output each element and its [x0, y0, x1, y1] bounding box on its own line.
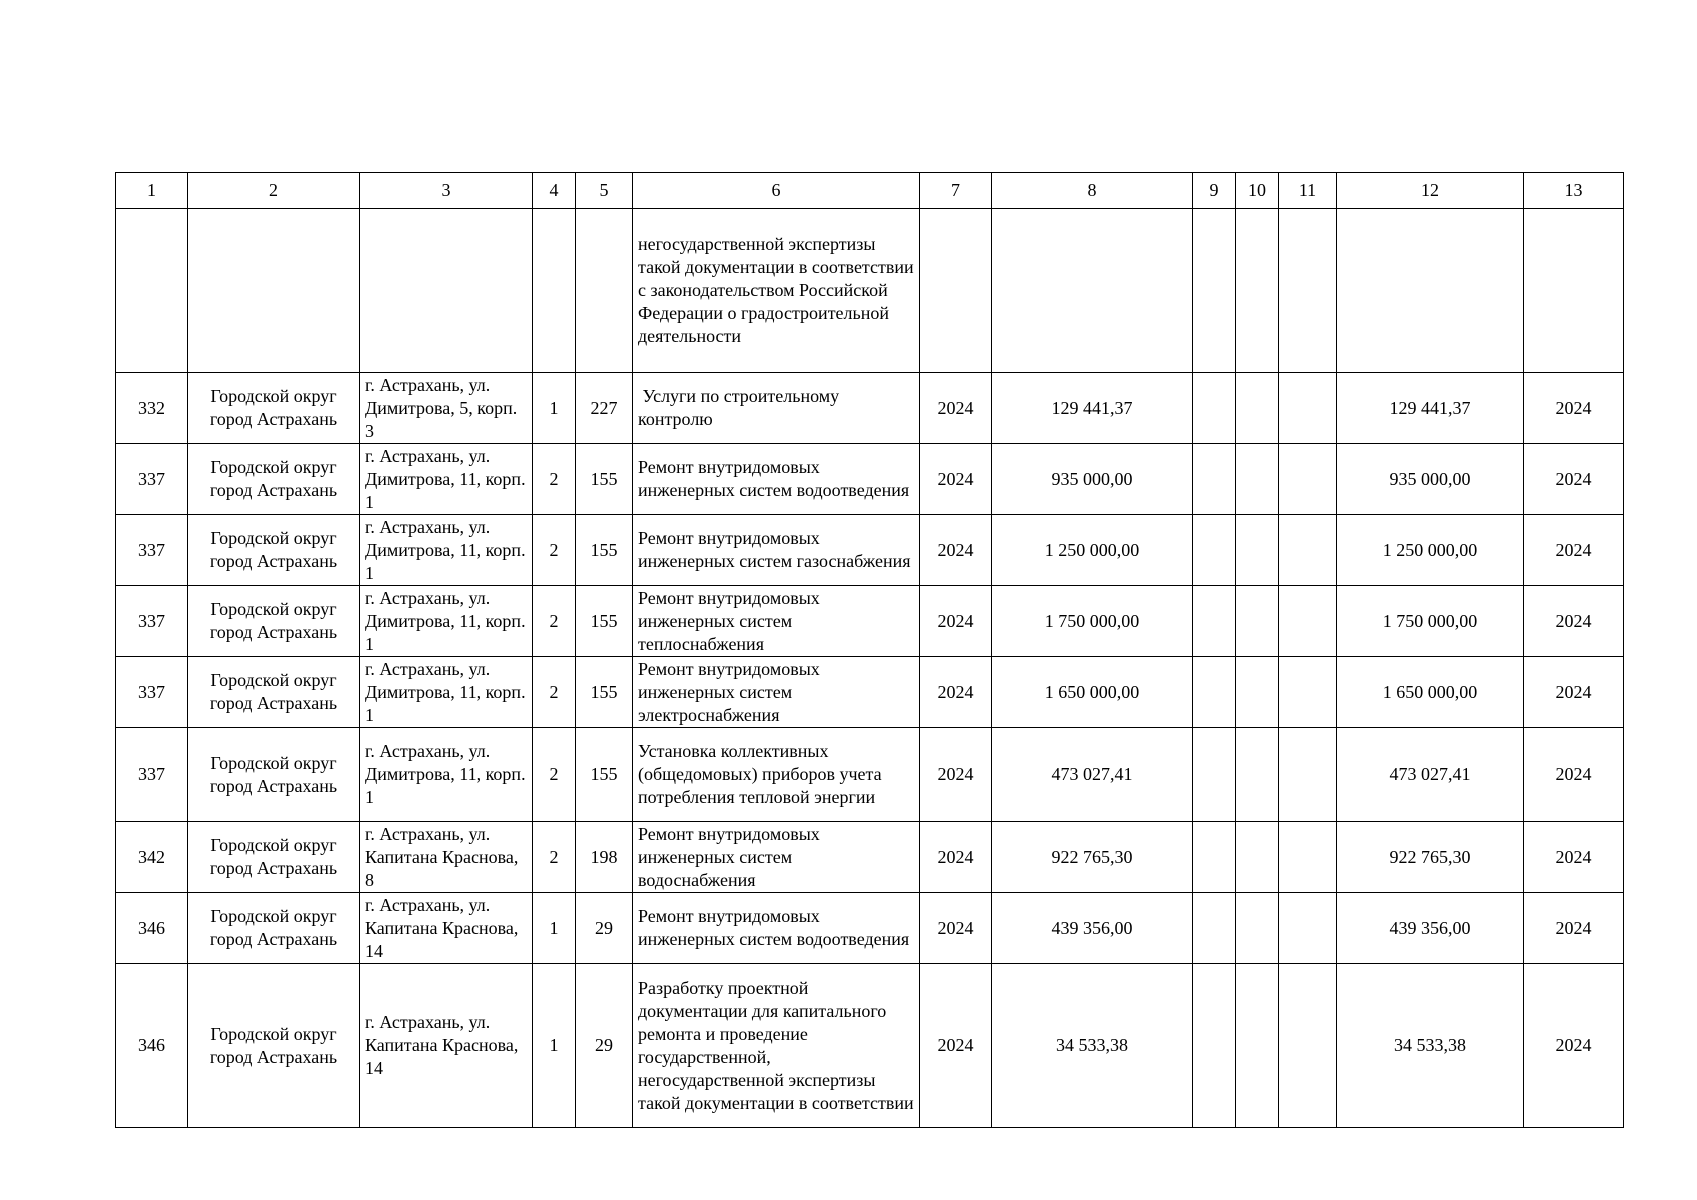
col9-cell	[1193, 373, 1236, 444]
col11-cell	[1279, 373, 1337, 444]
work-type-cell: Разработку проектной документации для капитального ремонта и проведение государственной, негосударственной экспертизы такой документации в соответствии	[633, 964, 920, 1128]
continuation-work-text: негосударственной экспертизы такой документации в соответствии с законодательством Российской Федерации о градостроительной деятельности	[633, 209, 920, 373]
table-row	[116, 586, 1624, 657]
col5-cell: 29	[576, 964, 633, 1128]
col13-cell: 2024	[1524, 728, 1624, 822]
col5-cell: 227	[576, 373, 633, 444]
total-cost-cell: 439 356,00	[992, 893, 1193, 964]
empty-cell	[360, 209, 533, 373]
col13-cell: 2024	[1524, 657, 1624, 728]
amount-cell: 1 650 000,00	[1337, 657, 1524, 728]
table-row	[116, 444, 1624, 515]
empty-cell	[1236, 209, 1279, 373]
work-type-cell: Ремонт внутридомовых инженерных систем электроснабжения	[633, 657, 920, 728]
address-cell: г. Астрахань, ул. Капитана Краснова, 14	[360, 964, 533, 1128]
empty-cell	[992, 209, 1193, 373]
address-cell: г. Астрахань, ул. Димитрова, 11, корп. 1	[360, 444, 533, 515]
house-number-cell: 346	[116, 964, 188, 1128]
address-cell: г. Астрахань, ул. Димитрова, 5, корп. 3	[360, 373, 533, 444]
empty-cell	[920, 209, 992, 373]
col4-cell: 1	[533, 964, 576, 1128]
col9-cell	[1193, 586, 1236, 657]
col11-cell	[1279, 964, 1337, 1128]
header-cell: 9	[1193, 173, 1236, 209]
empty-cell	[1524, 209, 1624, 373]
header-cell: 12	[1337, 173, 1524, 209]
municipality-cell: Городской округ город Астрахань	[188, 515, 360, 586]
table-row	[116, 657, 1624, 728]
header-cell: 7	[920, 173, 992, 209]
col11-cell	[1279, 728, 1337, 822]
col4-cell: 2	[533, 586, 576, 657]
col11-cell	[1279, 893, 1337, 964]
header-cell: 1	[116, 173, 188, 209]
col13-cell: 2024	[1524, 373, 1624, 444]
header-cell: 10	[1236, 173, 1279, 209]
repair-register-table	[115, 172, 1624, 1128]
header-cell: 11	[1279, 173, 1337, 209]
col10-cell	[1236, 728, 1279, 822]
house-number-cell: 332	[116, 373, 188, 444]
municipality-cell: Городской округ город Астрахань	[188, 728, 360, 822]
col4-cell: 2	[533, 822, 576, 893]
address-cell: г. Астрахань, ул. Димитрова, 11, корп. 1	[360, 657, 533, 728]
total-cost-cell: 922 765,30	[992, 822, 1193, 893]
col11-cell	[1279, 444, 1337, 515]
total-cost-cell: 1 650 000,00	[992, 657, 1193, 728]
municipality-cell: Городской округ город Астрахань	[188, 893, 360, 964]
year-cell: 2024	[920, 515, 992, 586]
municipality-cell: Городской округ город Астрахань	[188, 586, 360, 657]
col10-cell	[1236, 893, 1279, 964]
header-cell: 8	[992, 173, 1193, 209]
house-number-cell: 337	[116, 728, 188, 822]
house-number-cell: 337	[116, 586, 188, 657]
col5-cell: 155	[576, 728, 633, 822]
col13-cell: 2024	[1524, 964, 1624, 1128]
col4-cell: 2	[533, 728, 576, 822]
empty-cell	[188, 209, 360, 373]
col13-cell: 2024	[1524, 586, 1624, 657]
year-cell: 2024	[920, 822, 992, 893]
empty-cell	[533, 209, 576, 373]
col9-cell	[1193, 444, 1236, 515]
header-cell: 13	[1524, 173, 1624, 209]
table-row	[116, 373, 1624, 444]
house-number-cell: 342	[116, 822, 188, 893]
amount-cell: 935 000,00	[1337, 444, 1524, 515]
municipality-cell: Городской округ город Астрахань	[188, 822, 360, 893]
header-cell: 6	[633, 173, 920, 209]
year-cell: 2024	[920, 586, 992, 657]
col11-cell	[1279, 822, 1337, 893]
amount-cell: 439 356,00	[1337, 893, 1524, 964]
empty-cell	[1279, 209, 1337, 373]
col5-cell: 155	[576, 515, 633, 586]
continuation-row	[116, 209, 1624, 373]
year-cell: 2024	[920, 728, 992, 822]
col4-cell: 2	[533, 515, 576, 586]
header-cell: 3	[360, 173, 533, 209]
col9-cell	[1193, 657, 1236, 728]
document-sheet	[115, 172, 1623, 1128]
table-row	[116, 822, 1624, 893]
col4-cell: 2	[533, 657, 576, 728]
col10-cell	[1236, 586, 1279, 657]
col5-cell: 155	[576, 444, 633, 515]
amount-cell: 34 533,38	[1337, 964, 1524, 1128]
empty-cell	[1337, 209, 1524, 373]
work-type-cell: Ремонт внутридомовых инженерных систем газоснабжения	[633, 515, 920, 586]
header-cell: 5	[576, 173, 633, 209]
col9-cell	[1193, 822, 1236, 893]
house-number-cell: 346	[116, 893, 188, 964]
house-number-cell: 337	[116, 515, 188, 586]
year-cell: 2024	[920, 893, 992, 964]
work-type-cell: Установка коллективных (общедомовых) приборов учета потребления тепловой энергии	[633, 728, 920, 822]
column-number-header-row	[116, 173, 1624, 209]
total-cost-cell: 1 750 000,00	[992, 586, 1193, 657]
empty-cell	[576, 209, 633, 373]
empty-cell	[116, 209, 188, 373]
total-cost-cell: 34 533,38	[992, 964, 1193, 1128]
work-type-cell: Ремонт внутридомовых инженерных систем водоотведения	[633, 893, 920, 964]
work-type-cell: Услуги по строительному контролю	[633, 373, 920, 444]
col5-cell: 29	[576, 893, 633, 964]
col4-cell: 1	[533, 373, 576, 444]
table-row	[116, 515, 1624, 586]
address-cell: г. Астрахань, ул. Капитана Краснова, 14	[360, 893, 533, 964]
col9-cell	[1193, 728, 1236, 822]
municipality-cell: Городской округ город Астрахань	[188, 964, 360, 1128]
address-cell: г. Астрахань, ул. Димитрова, 11, корп. 1	[360, 515, 533, 586]
empty-cell	[1193, 209, 1236, 373]
table-row	[116, 893, 1624, 964]
col13-cell: 2024	[1524, 893, 1624, 964]
col4-cell: 2	[533, 444, 576, 515]
municipality-cell: Городской округ город Астрахань	[188, 373, 360, 444]
total-cost-cell: 473 027,41	[992, 728, 1193, 822]
col13-cell: 2024	[1524, 444, 1624, 515]
col10-cell	[1236, 444, 1279, 515]
col5-cell: 155	[576, 657, 633, 728]
header-cell: 4	[533, 173, 576, 209]
col9-cell	[1193, 515, 1236, 586]
col13-cell: 2024	[1524, 515, 1624, 586]
header-cell: 2	[188, 173, 360, 209]
col5-cell: 198	[576, 822, 633, 893]
amount-cell: 922 765,30	[1337, 822, 1524, 893]
municipality-cell: Городской округ город Астрахань	[188, 657, 360, 728]
col4-cell: 1	[533, 893, 576, 964]
house-number-cell: 337	[116, 657, 188, 728]
col13-cell: 2024	[1524, 822, 1624, 893]
col10-cell	[1236, 373, 1279, 444]
year-cell: 2024	[920, 964, 992, 1128]
col10-cell	[1236, 515, 1279, 586]
work-type-cell: Ремонт внутридомовых инженерных систем водоснабжения	[633, 822, 920, 893]
amount-cell: 1 250 000,00	[1337, 515, 1524, 586]
total-cost-cell: 935 000,00	[992, 444, 1193, 515]
amount-cell: 1 750 000,00	[1337, 586, 1524, 657]
col11-cell	[1279, 586, 1337, 657]
table-row	[116, 964, 1624, 1128]
col9-cell	[1193, 964, 1236, 1128]
col11-cell	[1279, 515, 1337, 586]
year-cell: 2024	[920, 444, 992, 515]
amount-cell: 129 441,37	[1337, 373, 1524, 444]
col10-cell	[1236, 657, 1279, 728]
col5-cell: 155	[576, 586, 633, 657]
table-row	[116, 728, 1624, 822]
col10-cell	[1236, 964, 1279, 1128]
year-cell: 2024	[920, 657, 992, 728]
house-number-cell: 337	[116, 444, 188, 515]
work-type-cell: Ремонт внутридомовых инженерных систем теплоснабжения	[633, 586, 920, 657]
col11-cell	[1279, 657, 1337, 728]
address-cell: г. Астрахань, ул. Капитана Краснова, 8	[360, 822, 533, 893]
total-cost-cell: 1 250 000,00	[992, 515, 1193, 586]
col9-cell	[1193, 893, 1236, 964]
address-cell: г. Астрахань, ул. Димитрова, 11, корп. 1	[360, 586, 533, 657]
amount-cell: 473 027,41	[1337, 728, 1524, 822]
total-cost-cell: 129 441,37	[992, 373, 1193, 444]
address-cell: г. Астрахань, ул. Димитрова, 11, корп. 1	[360, 728, 533, 822]
col10-cell	[1236, 822, 1279, 893]
municipality-cell: Городской округ город Астрахань	[188, 444, 360, 515]
work-type-cell: Ремонт внутридомовых инженерных систем водоотведения	[633, 444, 920, 515]
year-cell: 2024	[920, 373, 992, 444]
